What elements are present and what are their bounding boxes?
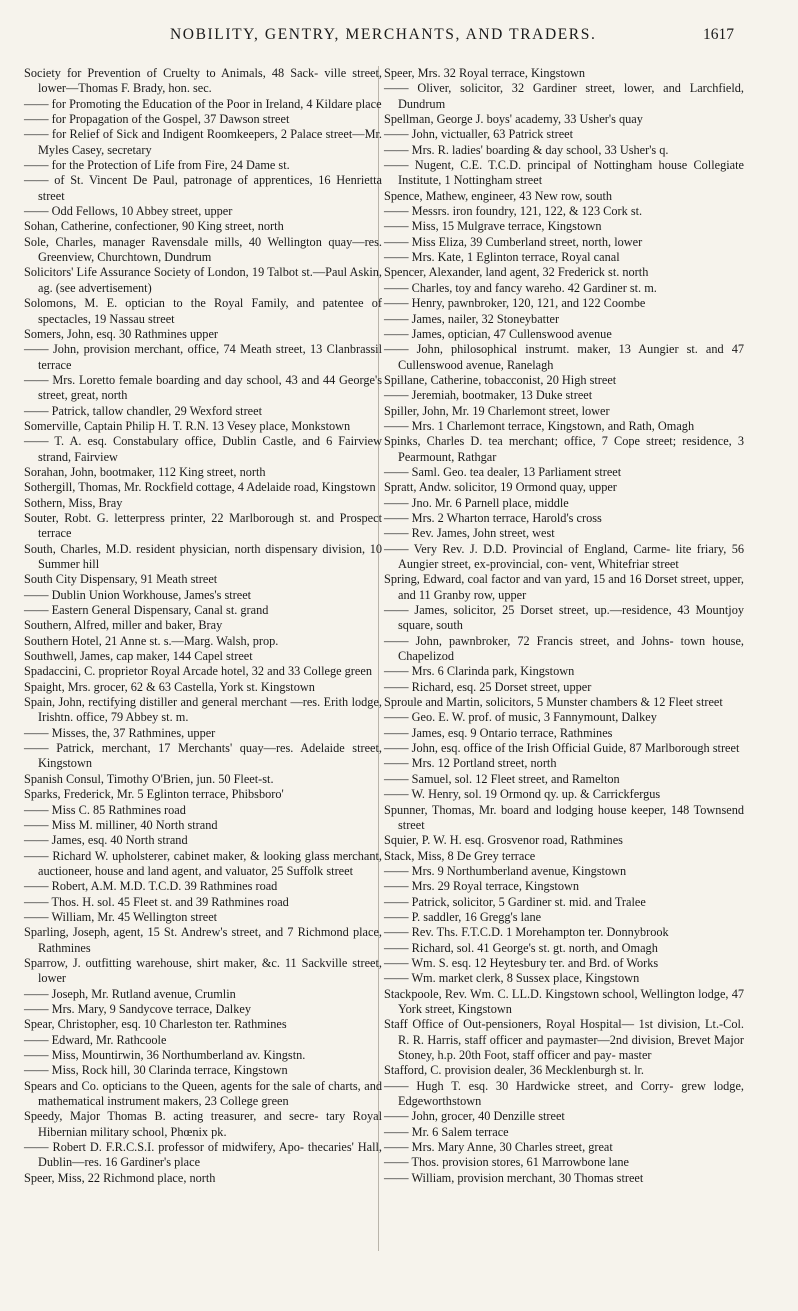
directory-entry: Speer, Mrs. 32 Royal terrace, Kingstown [384, 66, 585, 80]
directory-entry: —— James, optician, 47 Cullenswood avenue [384, 326, 612, 341]
directory-entry: —— T. A. esq. Constabulary office, Dublin Castle, and 6 Fairview strand, Fairview [24, 434, 382, 464]
directory-entry: —— Thos. H. sol. 45 Fleet st. and 39 Rathmines road [24, 894, 289, 909]
directory-entry: —— Eastern General Dispensary, Canal st. grand [24, 603, 269, 618]
directory-entry: Sorahan, John, bootmaker, 112 King street, north [24, 464, 266, 479]
directory-entry: —— Henry, pawnbroker, 120, 121, and 122 Coombe [384, 296, 646, 311]
directory-entry: Sparks, Frederick, Mr. 5 Eglinton terrace, Phibsboro' [24, 787, 284, 802]
directory-entry: Sproule and Martin, solicitors, 5 Munster chambers & 12 Fleet street [384, 695, 723, 710]
directory-entry: —— Miss, 15 Mulgrave terrace, Kingstown [384, 219, 602, 234]
directory-entry: —— Miss M. milliner, 40 North strand [24, 817, 218, 832]
directory-entry: —— John, philosophical instrumt. maker, 13 Aungier st. and 47 Cullenswood avenue, Ranelagh [384, 342, 744, 372]
directory-entry: Society for Prevention of Cruelty to Animals, 48 Sack- ville street, lower—Thomas F. Brady, hon. sec. [24, 66, 382, 96]
directory-entry: —— Mrs. 6 Clarinda park, Kingstown [384, 664, 575, 679]
directory-entry: —— Misses, the, 37 Rathmines, upper [24, 725, 216, 740]
directory-entry: Spadaccini, C. proprietor Royal Arcade hotel, 32 and 33 College green [24, 664, 372, 679]
directory-entry: —— William, provision merchant, 30 Thomas street [384, 1170, 644, 1185]
directory-entry: Spiller, John, Mr. 19 Charlemont street, lower [384, 403, 610, 418]
directory-entry: —— Richard, esq. 25 Dorset street, upper [384, 679, 592, 694]
directory-entry: —— Odd Fellows, 10 Abbey street, upper [24, 204, 233, 219]
left-column [24, 66, 382, 1186]
directory-entry: Spanish Consul, Timothy O'Brien, jun. 50 Fleet-st. [24, 771, 274, 786]
page-header [0, 26, 798, 48]
directory-entry: —— Mrs. Mary Anne, 30 Charles street, great [384, 1140, 613, 1155]
directory-entry: Sohan, Catherine, confectioner, 90 King street, north [24, 219, 284, 234]
directory-entry: Sparling, Joseph, agent, 15 St. Andrew's street, and 7 Richmond place, Rathmines [24, 925, 382, 955]
directory-entry: Spratt, Andw. solicitor, 19 Ormond quay, upper [384, 480, 617, 495]
directory-entry: Southwell, James, cap maker, 144 Capel street [24, 649, 253, 664]
directory-entry: Sparrow, J. outfitting warehouse, shirt maker, &c. 11 Sackville street, lower [24, 955, 382, 986]
page-number: 1617 [703, 26, 734, 43]
directory-entry: Spence, Mathew, engineer, 43 New row, south [384, 188, 613, 203]
directory-entry: —— of St. Vincent De Paul, patronage of apprentices, 16 Henrietta street [24, 173, 382, 203]
directory-entry: Sothergill, Thomas, Mr. Rockfield cottage, 4 Adelaide road, Kingstown [24, 480, 376, 495]
directory-entry: —— John, esq. office of the Irish Official Guide, 87 Marlborough street [384, 741, 740, 756]
directory-entry: Somers, John, esq. 30 Rathmines upper [24, 326, 219, 341]
directory-entry: —— Patrick, merchant, 17 Merchants' quay—res. Adelaide street, Kingstown [24, 741, 382, 771]
directory-entry: Sothern, Miss, Bray [24, 495, 123, 510]
directory-entry: —— Nugent, C.E. T.C.D. principal of Nottingham house Collegiate Institute, 1 Nottingham street [384, 158, 744, 188]
directory-entry: Stafford, C. provision dealer, 36 Mecklenburgh st. lr. [384, 1063, 644, 1078]
directory-entry: Stackpoole, Rev. Wm. C. LL.D. Kingstown school, Wellington lodge, 47 York street, Kingstown [384, 986, 744, 1016]
directory-entry: —— Mrs. Kate, 1 Eglinton terrace, Royal canal [384, 250, 620, 265]
directory-entry: Squier, P. W. H. esq. Grosvenor road, Rathmines [384, 833, 623, 848]
directory-entry: —— Miss C. 85 Rathmines road [24, 802, 186, 817]
directory-entry: —— Oliver, solicitor, 32 Gardiner street, lower, and Larchfield, Dundrum [384, 81, 744, 111]
directory-entry: —— Jeremiah, bootmaker, 13 Duke street [384, 388, 593, 403]
directory-entry: —— Samuel, sol. 12 Fleet street, and Ramelton [384, 771, 620, 786]
directory-entry: South City Dispensary, 91 Meath street [24, 572, 218, 587]
directory-entry: Somerville, Captain Philip H. T. R.N. 13 Vesey place, Monkstown [24, 418, 351, 433]
directory-entry: South, Charles, M.D. resident physician, north dispensary division, 10 Summer hill [24, 541, 382, 571]
directory-entry: —— Hugh T. esq. 30 Hardwicke street, and Corry- grew lodge, Edgeworthstown [384, 1078, 744, 1109]
directory-entry: Spinks, Charles D. tea merchant; office, 7 Cope street; residence, 3 Pearmount, Rathgar [384, 434, 744, 464]
directory-entry: —— Mrs. 29 Royal terrace, Kingstown [384, 879, 580, 894]
directory-entry: Spring, Edward, coal factor and van yard, 15 and 16 Dorset street, upper, and 11 Granby row, upper [384, 572, 744, 602]
directory-entry: Stack, Miss, 8 De Grey terrace [384, 848, 536, 863]
directory-entry: Spaight, Mrs. grocer, 62 & 63 Castella, York st. Kingstown [24, 679, 315, 694]
directory-entry: —— Rev. James, John street, west [384, 526, 555, 541]
right-column [384, 66, 744, 1186]
directory-entry: —— Robert, A.M. M.D. T.C.D. 39 Rathmines road [24, 879, 278, 894]
directory-entry: —— Mrs. Loretto female boarding and day school, 43 and 44 George's street, great, north [24, 372, 382, 403]
directory-entry: —— Mrs. 9 Northumberland avenue, Kingstown [384, 863, 627, 878]
directory-entry: —— Richard, sol. 41 George's st. gt. north, and Omagh [384, 940, 658, 955]
directory-entry: —— Very Rev. J. D.D. Provincial of England, Carme- lite friary, 56 Aungier street, ex-provincial, con- vent, Whitefriar street [384, 541, 744, 571]
directory-entry: —— James, solicitor, 25 Dorset street, up.—residence, 43 Mountjoy square, south [384, 603, 744, 633]
directory-entry: —— Miss, Mountirwin, 36 Northumberland av. Kingstn. [24, 1048, 306, 1062]
directory-entry: —— Joseph, Mr. Rutland avenue, Crumlin [24, 986, 236, 1001]
directory-entry: —— Mrs. 12 Portland street, north [384, 756, 557, 771]
directory-entry: —— Patrick, solicitor, 5 Gardiner st. mid. and Tralee [384, 894, 646, 909]
directory-entry: —— Mrs. R. ladies' boarding & day school, 33 Usher's q. [384, 142, 669, 157]
directory-entry: Southern, Alfred, miller and baker, Bray [24, 618, 223, 633]
directory-entry: —— Richard W. upholsterer, cabinet maker, & looking glass merchant, auctioneer, house and land agent, and valuator, 25 Suffolk street [24, 848, 382, 878]
directory-entry: —— for Promoting the Education of the Poor in Ireland, 4 Kildare place [24, 96, 382, 111]
directory-entry: Spear, Christopher, esq. 10 Charleston ter. Rathmines [24, 1017, 287, 1032]
directory-entry: —— John, grocer, 40 Denzille street [384, 1109, 565, 1124]
directory-entry: —— P. saddler, 16 Gregg's lane [384, 909, 542, 924]
directory-entry: —— Mrs. 2 Wharton terrace, Harold's cross [384, 510, 602, 525]
directory-entry: —— for Propagation of the Gospel, 37 Dawson street [24, 112, 290, 127]
directory-entry: Solicitors' Life Assurance Society of London, 19 Talbot st.—Paul Askin, ag. (see advertisement) [24, 265, 382, 295]
directory-entry: —— Wm. S. esq. 12 Heytesbury ter. and Brd. of Works [384, 955, 659, 970]
directory-entry: —— Messrs. iron foundry, 121, 122, & 123 Cork st. [384, 204, 643, 219]
directory-entry: Solomons, M. E. optician to the Royal Family, and patentee of spectacles, 19 Nassau street [24, 296, 382, 326]
directory-entry: —— John, pawnbroker, 72 Francis street, and Johns- town house, Chapelizod [384, 633, 744, 664]
directory-entry: —— for Relief of Sick and Indigent Roomkeepers, 2 Palace street—Mr. Myles Casey, secretary [24, 127, 382, 157]
directory-entry: —— Rev. Ths. F.T.C.D. 1 Morehampton ter. Donnybrook [384, 925, 669, 940]
directory-entry: Speer, Miss, 22 Richmond place, north [24, 1170, 216, 1185]
directory-entry: Souter, Robt. G. letterpress printer, 22 Marlborough st. and Prospect terrace [24, 510, 382, 541]
directory-entry: —— Mr. 6 Salem terrace [384, 1124, 509, 1139]
directory-entry: —— Miss, Rock hill, 30 Clarinda terrace, Kingstown [24, 1063, 288, 1078]
directory-entry: —— Charles, toy and fancy wareho. 42 Gardiner st. m. [384, 280, 657, 295]
directory-entry: Southern Hotel, 21 Anne st. s.—Marg. Walsh, prop. [24, 633, 279, 648]
directory-entry: Spellman, George J. boys' academy, 33 Usher's quay [384, 112, 643, 127]
directory-entry: —— for the Protection of Life from Fire, 24 Dame st. [24, 158, 290, 173]
directory-entry: —— Saml. Geo. tea dealer, 13 Parliament street [384, 464, 622, 479]
directory-entry: —— Wm. market clerk, 8 Sussex place, Kingstown [384, 971, 640, 986]
directory-entry: —— James, esq. 40 North strand [24, 833, 188, 848]
directory-entry: —— William, Mr. 45 Wellington street [24, 909, 218, 924]
directory-entry: —— Geo. E. W. prof. of music, 3 Fannymount, Dalkey [384, 710, 657, 725]
directory-entry: —— Mrs. 1 Charlemont terrace, Kingstown, and Rath, Omagh [384, 418, 695, 433]
running-title: NOBILITY, GENTRY, MERCHANTS, AND TRADERS. [170, 26, 597, 43]
directory-entry: —— John, provision merchant, office, 74 Meath street, 13 Clanbrassil terrace [24, 342, 382, 372]
directory-entry: Spain, John, rectifying distiller and general merchant —res. Erith lodge, Irishtn. office, 79 Abbey st. m. [24, 695, 382, 725]
directory-entry: Spillane, Catherine, tobacconist, 20 High street [384, 372, 617, 387]
directory-entry: Spencer, Alexander, land agent, 32 Frederick st. north [384, 265, 649, 280]
directory-entry: Sole, Charles, manager Ravensdale mills, 40 Wellington quay—res. Greenview, Churchtown, Dundrum [24, 234, 382, 265]
directory-entry: Spunner, Thomas, Mr. board and lodging house keeper, 148 Townsend street [384, 802, 744, 832]
directory-entry: —— W. Henry, sol. 19 Ormond qy. up. & Carrickfergus [384, 787, 661, 802]
directory-entry: —— Robert D. F.R.C.S.I. professor of midwifery, Apo- thecaries' Hall, Dublin—res. 16 Gardiner's place [24, 1140, 382, 1170]
directory-entry: —— Patrick, tallow chandler, 29 Wexford street [24, 403, 263, 418]
directory-entry: —— Mrs. Mary, 9 Sandycove terrace, Dalkey [24, 1001, 251, 1016]
directory-entry: —— Jno. Mr. 6 Parnell place, middle [384, 495, 569, 510]
directory-entry: —— James, nailer, 32 Stoneybatter [384, 311, 560, 326]
directory-entry: Staff Office of Out-pensioners, Royal Hospital— 1st division, Lt.-Col. R. R. Harris, staff officer and paymaster—2nd division, Brevet Major Stoney, h.p. 20th Foot, staff officer and pay- master [384, 1017, 744, 1062]
directory-entry: —— Edward, Mr. Rathcoole [24, 1032, 167, 1047]
directory-entry: —— Thos. provision stores, 61 Marrowbone lane [384, 1155, 629, 1170]
directory-entry: —— Dublin Union Workhouse, James's street [24, 587, 252, 602]
directory-entry: —— Miss Eliza, 39 Cumberland street, north, lower [384, 234, 643, 249]
directory-entry: Speedy, Major Thomas B. acting treasurer, and secre- tary Royal Hibernian military school, Phœnix pk. [24, 1109, 382, 1139]
directory-entry: Spears and Co. opticians to the Queen, agents for the sale of charts, and mathematical instrument makers, 23 College green [24, 1078, 382, 1109]
directory-entry: —— John, victualler, 63 Patrick street [384, 127, 574, 142]
directory-entry: —— James, esq. 9 Ontario terrace, Rathmines [384, 725, 613, 740]
